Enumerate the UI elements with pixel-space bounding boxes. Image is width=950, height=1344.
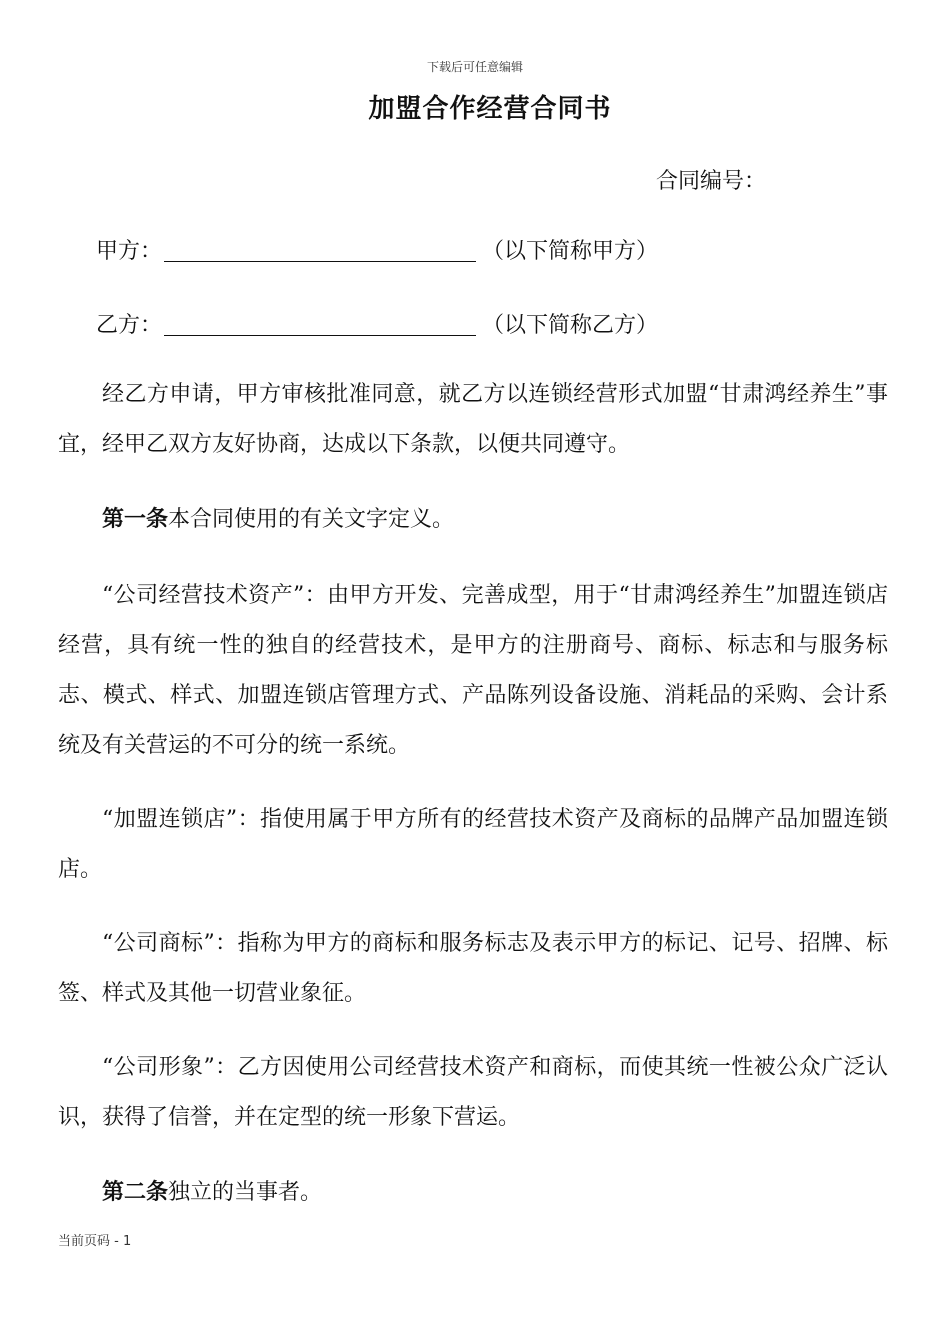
party-a-line: [96, 234, 658, 265]
article-2-text: 独立的当事者。: [168, 1180, 323, 1205]
party-b-suffix: （以下简称乙方）: [482, 313, 659, 338]
party-b-line: [96, 308, 658, 339]
article-2-label: 第二条: [102, 1179, 169, 1205]
party-a-blank: [164, 239, 476, 262]
definition-company-tech-assets: “公司经营技术资产”：由甲方开发、完善成型，用于“甘肃鸿经养生”加盟连锁店经营，具有统一性的独自的经营技术，是甲方的注册商号、商标、标志和与服务标志、模式、样式、加盟连锁店管理方式、产品陈列设备设施、消耗品的采购、会计系统及有关营运的不可分的统一系统。: [58, 583, 888, 758]
article-1: [58, 494, 888, 545]
definition-company-image: “公司形象”：乙方因使用公司经营技术资产和商标，而使其统一性被公众广泛认识，获得了信誉，并在定型的统一形象下营运。: [58, 1055, 888, 1130]
party-b-label: 乙方：: [96, 313, 163, 338]
party-a-suffix: （以下简称甲方）: [482, 239, 659, 264]
article-2: [58, 1167, 888, 1218]
header-note: 下载后可任意编辑: [426, 60, 523, 74]
contract-number-label: 合同编号：: [656, 169, 767, 194]
article-1-text: 本合同使用的有关文字定义。: [168, 507, 455, 532]
definition-company-trademark: “公司商标”：指称为甲方的商标和服务标志及表示甲方的标记、记号、招牌、标签、样式及其他一切营业象征。: [58, 931, 888, 1006]
party-a-label: 甲方：: [96, 239, 163, 264]
contract-body: [58, 370, 888, 1244]
article-1-label: 第一条: [102, 506, 169, 532]
party-b-blank: [164, 313, 476, 336]
page-number: 当前页码 - 1: [58, 1234, 132, 1249]
document-title: 加盟合作经营合同书: [368, 94, 612, 124]
intro-paragraph: 经乙方申请，甲方审核批准同意，就乙方以连锁经营形式加盟“甘肃鸿经养生”事宜，经甲乙双方友好协商，达成以下条款，以便共同遵守。: [58, 382, 888, 457]
definition-franchise-store: “加盟连锁店”：指使用属于甲方所有的经营技术资产及商标的品牌产品加盟连锁店。: [58, 807, 888, 882]
